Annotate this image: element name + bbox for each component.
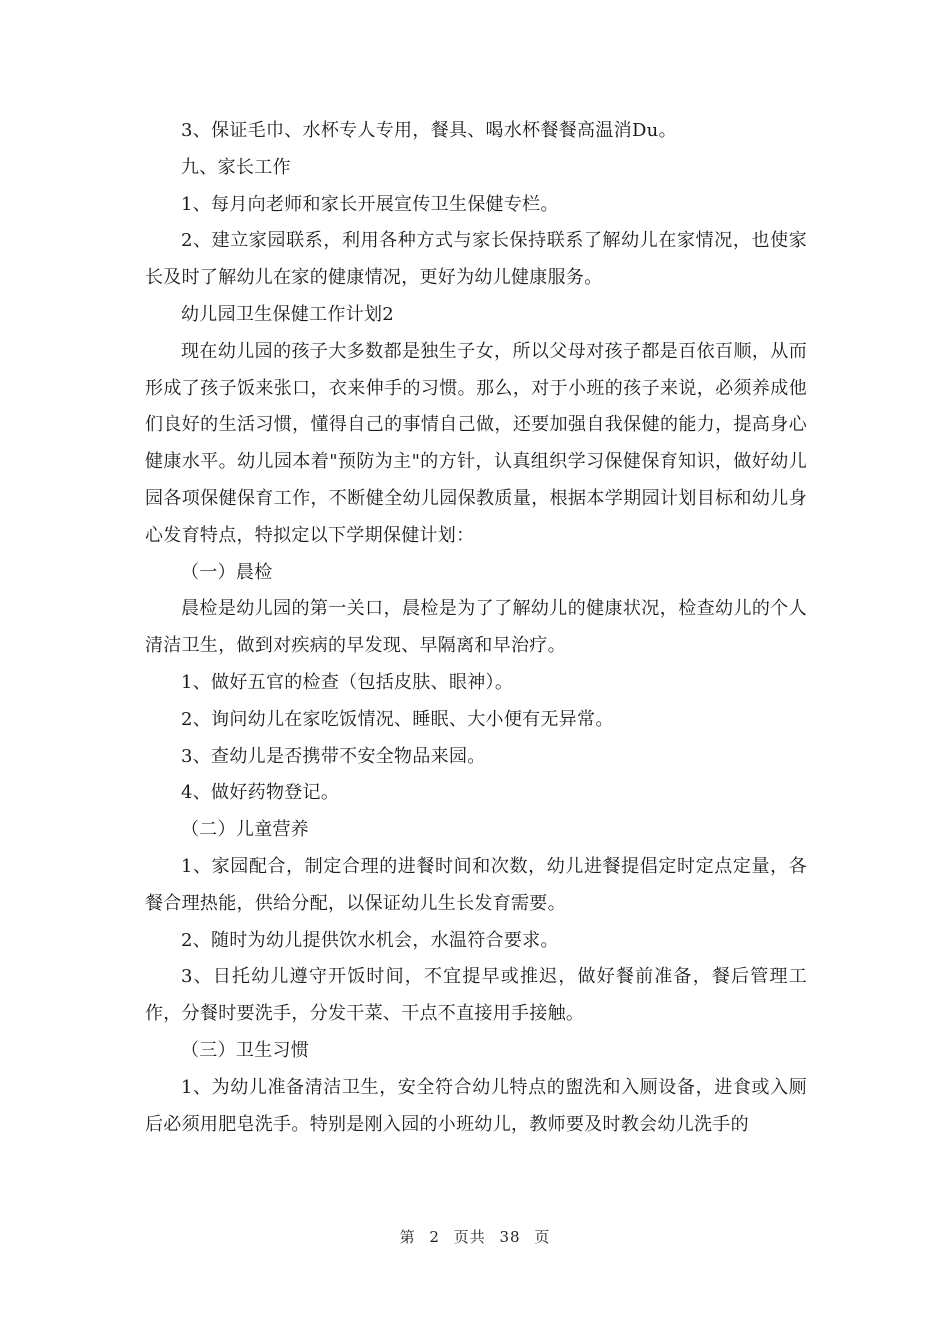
- footer-suffix: 页: [534, 1228, 551, 1246]
- section-heading: （一）晨检: [181, 561, 273, 583]
- page-footer: [0, 1226, 950, 1247]
- section-heading: （二）儿童营养: [181, 819, 310, 841]
- paragraph: 现在幼儿园的孩子大多数都是独生子女，所以父母对孩子都是百依百顺，从而形成了孩子饭来张口，衣来伸手的习惯。那么，对于小班的孩子来说，必须养成他们良好的生活习惯，懂得自己的事情自己做，还要加强自我保健的能力，提高身心健康水平。幼儿园本着"预防为主"的方针，认真组织学习保健保育知识，做好幼儿园各项保健保育工作，不断健全幼儿园保教质量，根据本学期园计划目标和幼儿身心发育特点，特拟定以下学期保健计划：: [145, 340, 807, 546]
- footer-prefix: 第: [399, 1228, 416, 1246]
- paragraph: 2、随时为幼儿提供饮水机会，水温符合要求。: [181, 929, 559, 951]
- footer-middle: 页共: [453, 1228, 486, 1246]
- section-heading: （三）卫生习惯: [181, 1039, 310, 1061]
- paragraph: 1、每月向老师和家长开展宣传卫生保健专栏。: [181, 193, 559, 215]
- paragraph: 2、询问幼儿在家吃饭情况、睡眠、大小便有无异常。: [181, 708, 614, 730]
- section-heading: 幼儿园卫生保健工作计划2: [181, 303, 395, 325]
- paragraph: 4、做好药物登记。: [181, 782, 340, 804]
- paragraph: 1、做好五官的检查（包括皮肤、眼神）。: [181, 671, 514, 693]
- paragraph: 3、查幼儿是否携带不安全物品来园。: [181, 745, 486, 767]
- paragraph: 1、家园配合，制定合理的进餐时间和次数，幼儿进餐提倡定时定点定量，各餐合理热能，供给分配，以保证幼儿生长发育需要。: [145, 855, 807, 914]
- paragraph: 3、日托幼儿遵守开饭时间，不宜提早或推迟，做好餐前准备，餐后管理工作，分餐时要洗手，分发干菜、干点不直接用手接触。: [145, 966, 807, 1025]
- document-body: [145, 113, 807, 1143]
- paragraph: 1、为幼儿准备清洁卫生，安全符合幼儿特点的盥洗和入厕设备，进食或入厕后必须用肥皂洗手。特别是刚入园的小班幼儿，教师要及时教会幼儿洗手的: [145, 1076, 807, 1135]
- section-heading: 九、家长工作: [181, 156, 291, 178]
- current-page-number: 2: [429, 1228, 440, 1246]
- paragraph: 晨检是幼儿园的第一关口，晨检是为了了解幼儿的健康状况，检查幼儿的个人清洁卫生，做到对疾病的早发现、早隔离和早治疗。: [145, 598, 807, 657]
- paragraph: 2、建立家园联系，利用各种方式与家长保持联系了解幼儿在家情况，也使家长及时了解幼儿在家的健康情况，更好为幼儿健康服务。: [145, 230, 807, 289]
- total-page-count: 38: [499, 1228, 521, 1246]
- paragraph: 3、保证毛巾、水杯专人专用，餐具、喝水杯餐餐高温消Du。: [181, 120, 677, 141]
